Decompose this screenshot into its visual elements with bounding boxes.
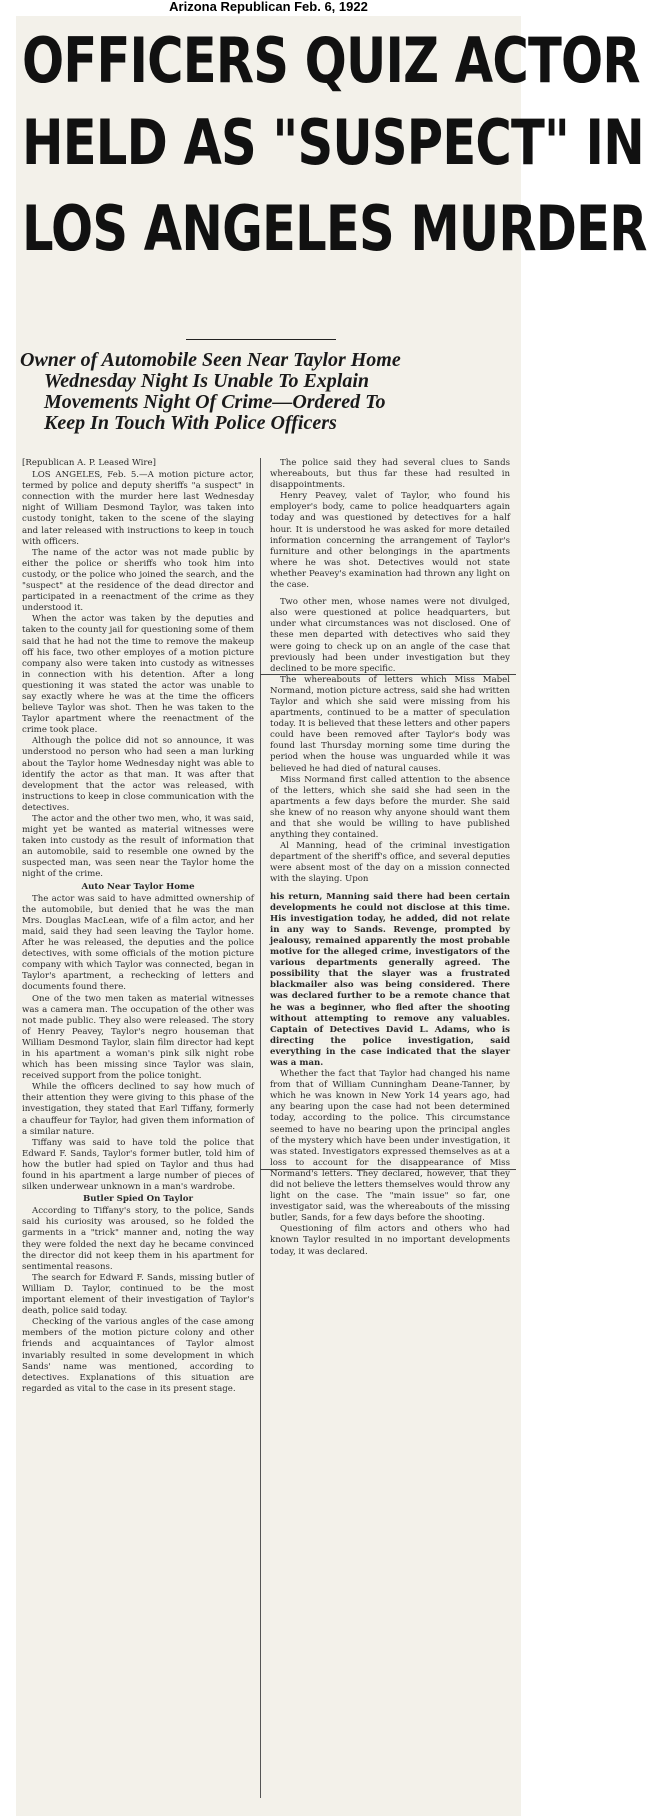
paragraph: his return, Manning said there had been certain developments he could not disclose at this time. His investigation today, he added, did not relate in any way to Sands. Revenge, prompted by jealousy, remained apparently the most probable motive for the alleged crime, investigators of the various departments generally agreed. The possibility that the slayer was a frustrated blackmailer also was being considered. There was declared further to be a remote chance that he was a beginner, who fled after the shooting without attempting to remove any valuables. Captain of Detectives David L. Adams, who is directing the police investigation, said everything in the case indicated that the slayer was a man.: [270, 891, 510, 1068]
paragraph: LOS ANGELES, Feb. 5.—A motion picture actor, termed by police and deputy sheriffs "a suspect" in connection with the murder here last Wednesday night of William Desmond Taylor, was taken into custody tonight, taken to the scene of the slaying and later released with instructions to keep in touch with officers.: [22, 470, 254, 547]
byline: [Republican A. P. Leased Wire]: [22, 458, 156, 468]
paragraph: One of the two men taken as material witnesses was a camera man. The occupation of the other was not made public. They also were released. The story of Henry Peavey, Taylor's negro houseman that William Desmond Taylor, slain film director had kept in his apartment a woman's pink silk night robe which has been missing since Taylor was slain, received support from the police tonight.: [22, 993, 254, 1082]
column-separator: [260, 458, 261, 1798]
subhead-auto: Auto Near Taylor Home: [81, 881, 195, 892]
paragraph: Whether the fact that Taylor had changed his name from that of William Cunningham Deane-Tanner, by which he was known in New York 14 years ago, had any bearing upon the case had not been determined today, according to the police. This circumstance seemed to have no bearing upon the principal angles of the mystery which have been under investigation, it was stated. Investigators expressed themselves as at a loss to account for the disappearance of Miss Normand's letters. They declared, however, that they did not believe the letters themselves would throw any light on the case. The "main issue" so far, one investigator said, was the whereabouts of the missing butler, Sands, for a few days before the shooting.: [270, 1069, 510, 1224]
headline-line-2: HELD AS "SUSPECT" IN: [22, 106, 644, 179]
source-caption: Arizona Republican Feb. 6, 1922: [169, 0, 368, 14]
paragraph: Al Manning, head of the criminal investigation department of the sheriff's office, and several deputies were absent most of the day on a mission connected with the slaying. Upon: [270, 841, 510, 885]
paragraph: When the actor was taken by the deputies and taken to the county jail for questioning some of them said that he had not the time to remove the makeup off his face, two other employes of a motion picture company also were taken into custody as witnesses in connection with his detention. After a long questioning it was stated the actor was unable to say exactly where he was at the time the officers believe Taylor was shot. Then he was taken to the Taylor apartment where the reenactment of the crime took place.: [22, 614, 254, 736]
paragraph: Two other men, whose names were not divulged, also were questioned at police headquarters, but under what circumstances was not disclosed. One of these men departed with detectives who said they were going to check up on an angle of the case that previously had been under investigation but they declined to be more specific.: [270, 597, 510, 674]
headline-line-3: LOS ANGELES MURDER: [22, 192, 647, 265]
deck-line: Wednesday Night Is Unable To Explain: [44, 370, 370, 392]
paragraph: Henry Peavey, valet of Taylor, who found his employer's body, came to police headquarters again today and was questioned by detectives for a half hour. It is understood he was asked for more detailed information concerning the arrangement of Taylor's furniture and other belongings in the apartments where he was shot. Detectives would not state whether Peavey's examination had thrown any light on the case.: [270, 491, 510, 591]
paragraph: According to Tiffany's story, to the police, Sands said his curiosity was aroused, so he folded the garments in a "trick" manner and, noting the way they were folded the next day he became convinced the director did not keep them in his apartment for sentimental reasons.: [22, 1206, 254, 1272]
paragraph: Checking of the various angles of the case among members of the motion picture colony and other friends and acquaintances of Taylor almost invariably resulted in some development in which Sands' name was mentioned, according to detectives. Explanations of this situation are regarded as vital to the case in its present stage.: [22, 1317, 254, 1394]
paragraph: The search for Edward F. Sands, missing butler of William D. Taylor, continued to be the most important element of their investigation of Taylor's death, police said today.: [22, 1272, 254, 1317]
paragraph: The actor and the other two men, who, it was said, might yet be wanted as material witnesses were taken into custody as the result of information that an automobile, said to resemble one owned by the suspected man, was seen near the Taylor home the night of the crime.: [22, 814, 254, 880]
subheadline-deck: [20, 350, 516, 434]
paragraph: The name of the actor was not made public by either the police or sheriffs who took him into custody, or the police who joined the search, and the "suspect" at the residence of the dead director and participated in a reenactment of the crime as they understood it.: [22, 547, 254, 614]
paragraph: Tiffany was said to have told the police that Edward F. Sands, Taylor's former butler, told him of how the butler had spied on Taylor and thus had found in his apartment a large number of pieces of silken underwear unknown in a man's wardrobe.: [22, 1137, 254, 1193]
headline-line-1: OFFICERS QUIZ ACTOR: [22, 24, 640, 97]
paragraph: Questioning of film actors and others who had known Taylor resulted in no important developments today, it was declared.: [270, 1224, 510, 1257]
subhead-butler: Butler Spied On Taylor: [82, 1194, 194, 1205]
paragraph: Miss Normand first called attention to the absence of the letters, which she said she had seen in the apartments a few days before the murder. She said she knew of no reason why anyone should want them and that she would be willing to have published anything they contained.: [270, 774, 510, 841]
headline-rule: [186, 339, 336, 340]
paragraph: While the officers declined to say how much of their attention they were giving to this phase of the investigation, they stated that Earl Tiffany, formerly a chauffeur for Taylor, had given them information of a similar nature.: [22, 1082, 254, 1137]
paragraph: Although the police did not so announce, it was understood no person who had seen a man lurking about the Taylor home Wednesday night was able to identify the actor as that man. It was after that development that the actor was released, with instructions to keep in close communication with the detectives.: [22, 736, 254, 813]
deck-line: Movements Night Of Crime—Ordered To: [44, 391, 386, 413]
newspaper-clipping: [16, 16, 647, 1816]
article-column-right: [270, 458, 510, 1258]
deck-line: Keep In Touch With Police Officers: [44, 412, 337, 434]
article-column-left: [22, 458, 254, 1395]
paragraph: The police said they had several clues to Sands whereabouts, but thus far these had resulted in disappointments.: [270, 458, 510, 491]
deck-line: Owner of Automobile Seen Near Taylor Home: [20, 349, 401, 371]
paragraph: The whereabouts of letters which Miss Mabel Normand, motion picture actress, said she had written Taylor and which she said were missing from his apartments, continued to be a matter of speculation today. It is believed that these letters and other papers could have been removed after Taylor's body was found last Thursday morning some time during the period when the house was unguarded while it was believed he had died of natural causes.: [270, 674, 510, 774]
paragraph: The actor was said to have admitted ownership of the automobile, but denied that he was the man Mrs. Douglas MacLean, wife of a film actor, and her maid, said they had seen leaving the Taylor home. After he was released, the deputies and the police detectives, with some officials of the motion picture company with which Taylor was connected, began in Taylor's apartment, a rechecking of letters and documents found there.: [22, 893, 254, 993]
